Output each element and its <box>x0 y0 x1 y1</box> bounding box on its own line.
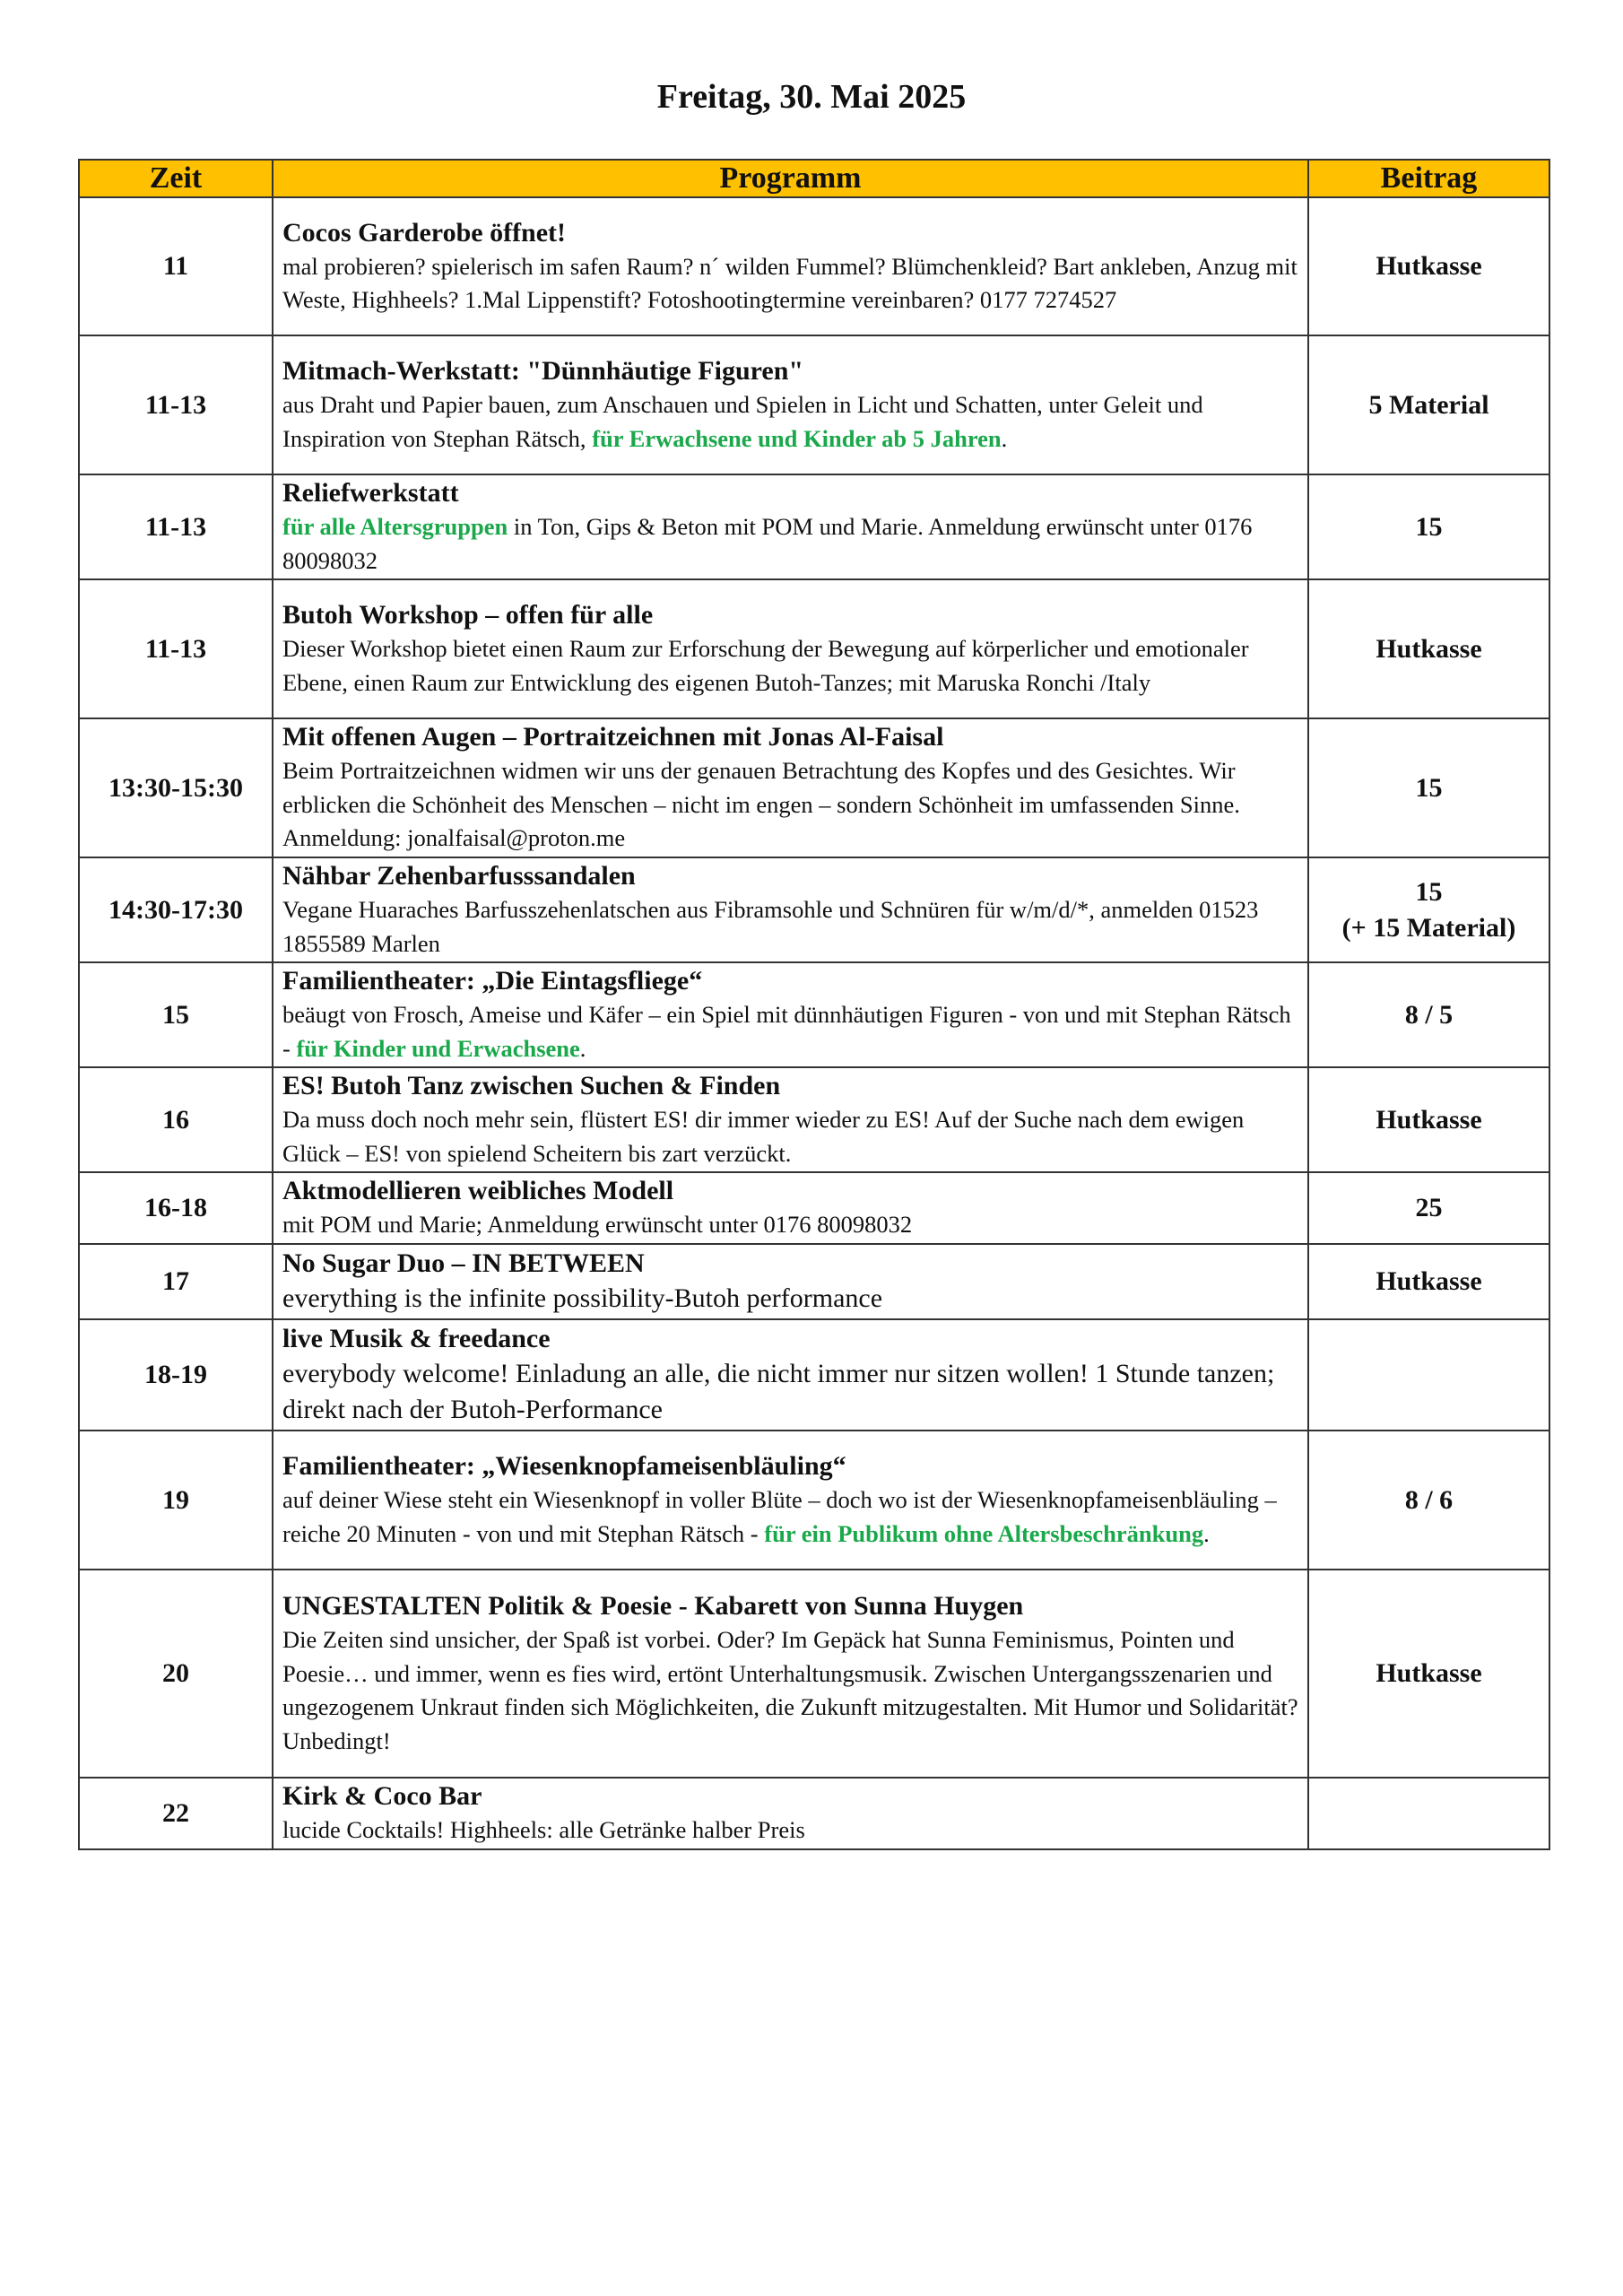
table-row <box>79 962 1549 1067</box>
fee-cell: 5 Material <box>1308 335 1549 474</box>
time-cell: 18-19 <box>79 1319 273 1431</box>
fee-cell: Hutkasse <box>1308 197 1549 335</box>
fee-material: (+ 15 Material) <box>1341 912 1516 943</box>
program-title: Reliefwerkstatt <box>282 478 459 508</box>
time-cell: 11-13 <box>79 579 273 718</box>
program-cell <box>273 1431 1308 1570</box>
table-row <box>79 718 1549 857</box>
program-description: mit POM und Marie; Anmeldung erwünscht unter 0176 80098032 <box>282 1211 913 1239</box>
program-cell <box>273 718 1308 857</box>
program-title: Familientheater: „Wiesenknopfameisenbläuling“ <box>282 1451 846 1481</box>
time-cell: 14:30-17:30 <box>79 857 273 962</box>
program-cell <box>273 1067 1308 1172</box>
table-row <box>79 1067 1549 1172</box>
program-title: Aktmodellieren weibliches Modell <box>282 1176 674 1206</box>
table-header-row <box>79 160 1549 197</box>
program-cell <box>273 857 1308 962</box>
program-cell <box>273 1778 1308 1849</box>
program-title: ES! Butoh Tanz zwischen Suchen & Finden <box>282 1071 781 1100</box>
fee-cell: Hutkasse <box>1308 1244 1549 1319</box>
fee-cell <box>1308 1319 1549 1431</box>
time-cell: 19 <box>79 1431 273 1570</box>
program-cell <box>273 1570 1308 1778</box>
table-row <box>79 1172 1549 1244</box>
program-title: Mitmach-Werkstatt: "Dünnhäutige Figuren" <box>282 356 804 386</box>
time-cell: 16-18 <box>79 1172 273 1244</box>
program-description: everything is the infinite possibility-Butoh performance <box>282 1283 883 1313</box>
table-row <box>79 1778 1549 1849</box>
table-row <box>79 1431 1549 1570</box>
description-text: in Ton, Gips & Beton mit POM und Marie. Anmeldung erwünscht unter 0176 80098032 <box>282 513 1253 574</box>
program-title: Kirk & Coco Bar <box>282 1781 482 1812</box>
fee-cell: Hutkasse <box>1308 579 1549 718</box>
program-title: Cocos Garderobe öffnet! <box>282 217 567 248</box>
time-cell: 11-13 <box>79 474 273 579</box>
description-text: beäugt von Frosch, Ameise und Käfer – ein Spiel mit dünnhäutigen Figuren - von und mit Stephan Rätsch - <box>282 1001 1291 1062</box>
column-header-fee: Beitrag <box>1308 160 1549 197</box>
program-title: Butoh Workshop – offen für alle <box>282 600 654 630</box>
program-description: Vegane Huaraches Barfusszehenlatschen aus Fibramsohle und Schnüren für w/m/d/*, anmelden 01523 1855589 Marlen <box>282 896 1259 957</box>
fee-cell: 8 / 6 <box>1308 1431 1549 1570</box>
fee-cell: Hutkasse <box>1308 1570 1549 1778</box>
program-cell <box>273 579 1308 718</box>
time-cell: 15 <box>79 962 273 1067</box>
program-cell <box>273 197 1308 335</box>
program-description: Dieser Workshop bietet einen Raum zur Erforschung der Bewegung auf körperlicher und emotionaler Ebene, einen Raum zur Entwicklung des eigenen Butoh-Tanzes; mit Maruska Ronchi /Italy <box>282 635 1249 696</box>
program-title: No Sugar Duo – IN BETWEEN <box>282 1248 645 1278</box>
program-table <box>78 159 1550 1850</box>
program-title: Mit offenen Augen – Portraitzeichnen mit Jonas Al-Faisal <box>282 722 944 752</box>
time-cell: 11-13 <box>79 335 273 474</box>
program-description: mal probieren? spielerisch im safen Raum? n´ wilden Fummel? Blümchenkleid? Bart ankleben, Anzug mit Weste, Highheels? 1.Mal Lippenstift? Fotoshootingtermine vereinbaren? 0177 7274527 <box>282 252 1298 313</box>
table-row <box>79 1244 1549 1319</box>
program-description: everybody welcome! Einladung an alle, die nicht immer nur sitzen wollen! 1 Stunde tanzen; direkt nach der Butoh-Performance <box>282 1359 1275 1424</box>
program-description <box>282 1483 1298 1551</box>
fee-cell: 25 <box>1308 1172 1549 1244</box>
description-end: . <box>1001 424 1008 452</box>
program-description: Die Zeiten sind unsicher, der Spaß ist vorbei. Oder? Im Gepäck hat Sunna Feminismus, Pointen und Poesie… und immer, wenn es fies wird, ertönt Unterhaltungsmusik. Zwischen Untergangsszenarien und ungezogenem Unkraut finden sich Möglichkeiten, die Zukunft mitzugestalten. Mit Humor und Solidarität? Unbedingt! <box>282 1626 1298 1754</box>
program-cell <box>273 335 1308 474</box>
time-cell: 13:30-15:30 <box>79 718 273 857</box>
program-title: UNGESTALTEN Politik & Poesie - Kabarett von Sunna Huygen <box>282 1591 1024 1621</box>
fee-cell: 8 / 5 <box>1308 962 1549 1067</box>
description-text: aus Draht und Papier bauen, zum Anschauen und Spielen in Licht und Schatten, unter Geleit und Inspiration von Stephan Rätsch, <box>282 391 1203 452</box>
program-description: Beim Portraitzeichnen widmen wir uns der genauen Betrachtung des Kopfes und des Gesichtes. Wir erblicken die Schönheit des Menschen – nicht im engen – sondern Schönheit im umfassenden Sinne. Anmeldung: jonalfaisal@proton.me <box>282 757 1240 852</box>
column-header-time: Zeit <box>79 160 273 197</box>
time-cell: 17 <box>79 1244 273 1319</box>
program-description: Da muss doch noch mehr sein, flüstert ES! dir immer wieder zu ES! Auf der Suche nach dem ewigen Glück – ES! von spielend Scheitern bis zart verzückt. <box>282 1106 1245 1167</box>
program-description <box>282 998 1298 1065</box>
program-cell <box>273 1319 1308 1431</box>
table-row <box>79 1570 1549 1778</box>
fee-cell: Hutkasse <box>1308 1067 1549 1172</box>
table-row <box>79 197 1549 335</box>
description-end: . <box>579 1034 586 1062</box>
table-row <box>79 474 1549 579</box>
program-cell <box>273 474 1308 579</box>
program-description: lucide Cocktails! Highheels: alle Getränke halber Preis <box>282 1816 805 1844</box>
audience-highlight: für Kinder und Erwachsene <box>296 1034 580 1062</box>
program-title: live Musik & freedance <box>282 1324 551 1353</box>
time-cell: 20 <box>79 1570 273 1778</box>
description-end: . <box>1203 1519 1210 1547</box>
fee-cell: 15 <box>1308 474 1549 579</box>
time-cell: 11 <box>79 197 273 335</box>
fee-cell <box>1308 1778 1549 1849</box>
description-text: auf deiner Wiese steht ein Wiesenknopf in voller Blüte – doch wo ist der Wiesenknopfameisenbläuling – reiche 20 Minuten - von und mit Stephan Rätsch - <box>282 1486 1277 1547</box>
program-description <box>282 510 1298 578</box>
column-header-program: Programm <box>273 160 1308 197</box>
audience-highlight: für ein Publikum ohne Altersbeschränkung <box>764 1519 1204 1547</box>
program-title: Nähbar Zehenbarfusssandalen <box>282 861 636 891</box>
fee-amount: 15 <box>1415 876 1443 907</box>
fee-cell <box>1308 857 1549 962</box>
table-row <box>79 335 1549 474</box>
program-cell <box>273 1244 1308 1319</box>
program-cell <box>273 962 1308 1067</box>
audience-highlight: für alle Altersgruppen <box>282 513 508 540</box>
audience-highlight: für Erwachsene und Kinder ab 5 Jahren <box>592 424 1002 452</box>
table-row <box>79 857 1549 962</box>
table-row <box>79 579 1549 718</box>
time-cell: 16 <box>79 1067 273 1172</box>
fee-cell: 15 <box>1308 718 1549 857</box>
table-row <box>79 1319 1549 1431</box>
page-title: Freitag, 30. Mai 2025 <box>656 78 967 116</box>
program-title: Familientheater: „Die Eintagsfliege“ <box>282 966 703 996</box>
program-cell <box>273 1172 1308 1244</box>
time-cell: 22 <box>79 1778 273 1849</box>
program-description <box>282 388 1298 456</box>
